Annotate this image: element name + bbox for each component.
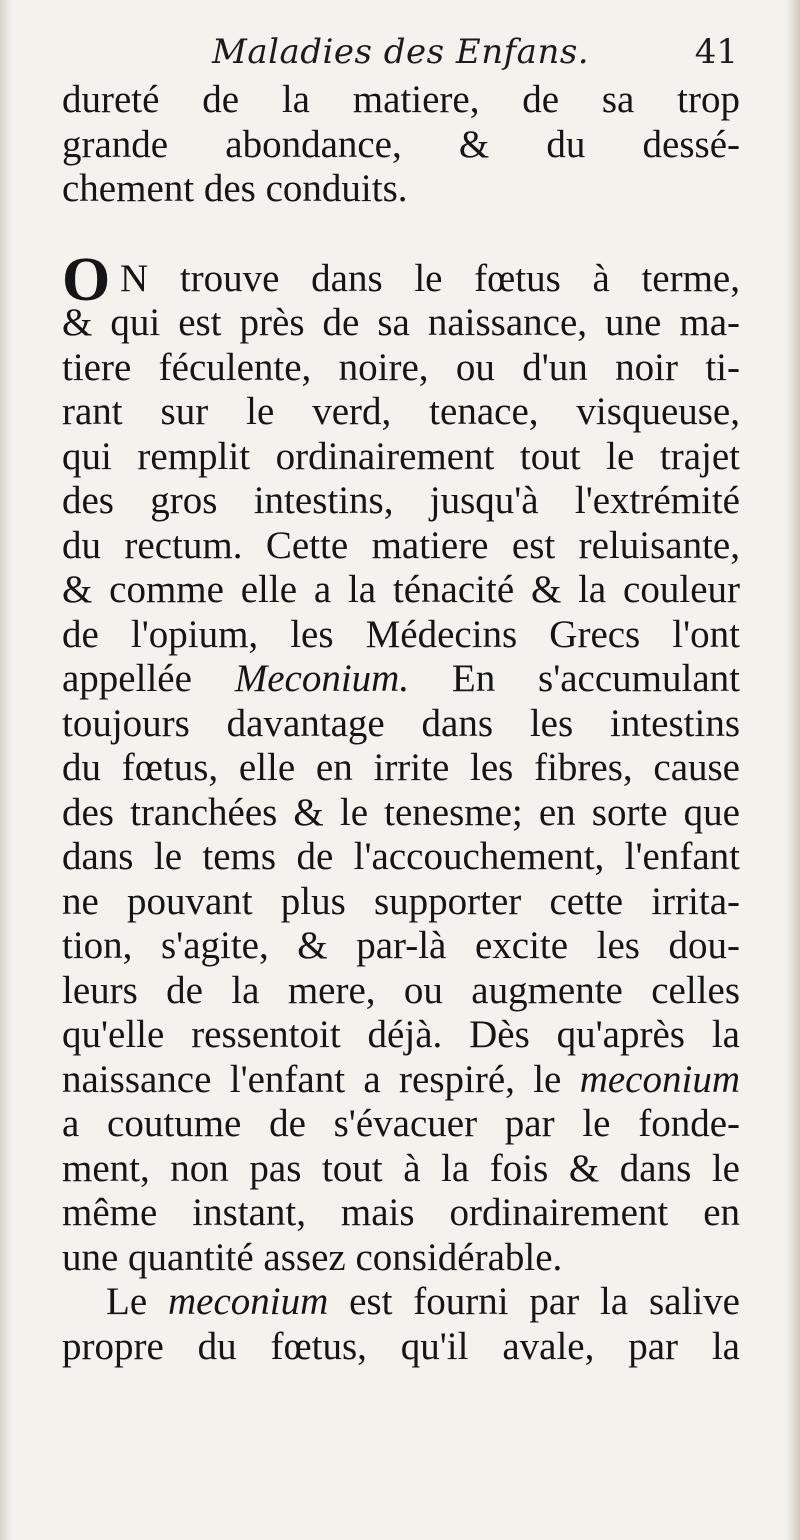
page-edge-right (786, 0, 800, 1540)
text-line: dureté de la matiere, de sa trop (62, 78, 740, 121)
text-line: propre du fœtus, qu'il avale, par la (62, 1324, 740, 1368)
text-segment: naissance l'enfant a respiré, le (62, 1057, 580, 1101)
text-line: des gros intestins, jusqu'à l'extrémité (62, 479, 740, 522)
body-text (62, 78, 740, 1369)
text-segment: En s'accumulant (409, 657, 740, 700)
text-segment: Le (106, 1280, 168, 1323)
text-line: du fœtus, elle en irrite les fibres, cause (62, 746, 740, 789)
text-line: des tranchées & le tenesme; en sorte que (62, 790, 740, 834)
page-edge-left (0, 0, 12, 1540)
text-line: tiere féculente, noire, ou d'un noir ti- (62, 345, 740, 389)
text-line: qu'elle ressentoit déjà. Dès qu'après la (62, 1013, 740, 1056)
text-line: ment, non pas tout à la fois & dans le (62, 1146, 740, 1190)
text-line: dans le tems de l'accouchement, l'enfant (62, 835, 740, 878)
text-line: & qui est près de sa naissance, une ma- (62, 301, 740, 344)
text-line: de l'opium, les Médecins Grecs l'ont (62, 612, 740, 656)
text-line: a coutume de s'évacuer par le fonde- (62, 1102, 740, 1145)
text-line: grande abondance, & du dessé- (62, 122, 740, 166)
text-line: même instant, mais ordinairement en (62, 1191, 740, 1234)
text-line: rant sur le verd, tenace, visqueuse, (62, 390, 740, 433)
running-head (62, 30, 738, 80)
text-line: du rectum. Cette matiere est reluisante, (62, 523, 740, 567)
text-segment: est fourni par la salive (328, 1280, 740, 1323)
italic-term: Meconium. (234, 657, 410, 700)
running-title: Maladies des Enfans. (212, 32, 590, 72)
drop-cap: O (62, 256, 111, 301)
text-line: ne pouvant plus supporter cette irrita- (62, 879, 740, 923)
text-line: chement des conduits. (62, 167, 408, 210)
page-number: 41 (694, 32, 738, 72)
text-line: qui remplit ordinairement tout le trajet (62, 434, 740, 478)
paragraph-opening-line (62, 257, 740, 302)
italic-term: meconium (579, 1057, 740, 1101)
text-line: leurs de la mere, ou augmente celles (62, 968, 740, 1012)
italic-term: meconium (167, 1280, 329, 1323)
opening-line-text: N trouve dans le fœtus à terme, (120, 256, 740, 300)
text-line: & comme elle a la ténacité & la couleur (62, 568, 740, 611)
paragraph-opening-line (62, 1280, 740, 1325)
text-line: tion, s'agite, & par-là excite les dou- (62, 924, 740, 967)
text-line-meconium (62, 1058, 740, 1103)
paragraph-gap (62, 212, 740, 257)
text-line: une quantité assez considérable. (62, 1235, 563, 1279)
text-line: toujours davantage dans les intestins (62, 701, 740, 745)
text-segment: appellée (62, 657, 235, 700)
text-line-meconium (62, 657, 740, 702)
